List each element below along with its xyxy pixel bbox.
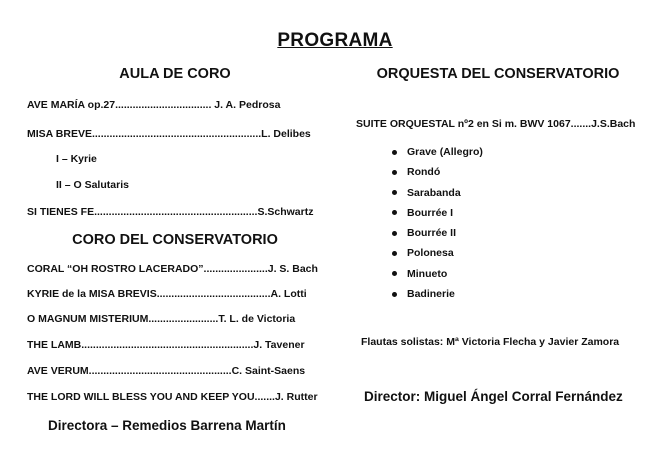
orquesta-heading: ORQUESTA DEL CONSERVATORIO xyxy=(376,66,620,82)
list-item: Grave (Allegro) xyxy=(392,142,483,162)
list-item: Minueto xyxy=(392,264,483,284)
program-item-coral: CORAL “OH ROSTRO LACERADO”......................J. S. Bach xyxy=(27,263,318,275)
director-line: Director: Miguel Ángel Corral Fernández xyxy=(364,389,623,404)
program-item-the-lamb: THE LAMB...........................................................J. Tavener xyxy=(27,339,305,351)
program-item-misa-breve: MISA BREVE..........................................................L. Delibes xyxy=(27,128,311,140)
list-item: Badinerie xyxy=(392,284,483,304)
bullet-icon xyxy=(392,271,397,276)
bullet-icon xyxy=(392,210,397,215)
bullet-icon xyxy=(392,150,397,155)
movement-o-salutaris: II – O Salutaris xyxy=(56,179,129,191)
list-item: Rondó xyxy=(392,162,483,182)
suite-movement-list xyxy=(392,142,483,304)
program-item-suite-orquestal: SUITE ORQUESTAL nº2 en Si m. BWV 1067.......J.S.Bach xyxy=(356,118,636,130)
list-item: Bourrée II xyxy=(392,223,483,243)
bullet-icon xyxy=(392,170,397,175)
list-item: Polonesa xyxy=(392,243,483,263)
list-item: Sarabanda xyxy=(392,183,483,203)
bullet-icon xyxy=(392,190,397,195)
bullet-icon xyxy=(392,251,397,256)
bullet-icon xyxy=(392,292,397,297)
movement-kyrie: I – Kyrie xyxy=(56,153,97,165)
program-item-kyrie-lotti: KYRIE de la MISA BREVIS.......................................A. Lotti xyxy=(27,288,307,300)
bullet-icon xyxy=(392,231,397,236)
aula-de-coro-heading: AULA DE CORO xyxy=(119,66,231,82)
program-item-ave-verum: AVE VERUM.................................................C. Saint-Saens xyxy=(27,365,306,377)
program-item-the-lord: THE LORD WILL BLESS YOU AND KEEP YOU.......J. Rutter xyxy=(27,391,318,403)
program-item-ave-maria: AVE MARÍA op.27................................. J. A. Pedrosa xyxy=(27,99,281,111)
program-item-si-tienes-fe: SI TIENES FE........................................................S.Schwartz xyxy=(27,206,314,218)
coro-conservatorio-heading: CORO DEL CONSERVATORIO xyxy=(72,232,278,248)
page-title: PROGRAMA xyxy=(277,30,393,51)
list-item: Bourrée I xyxy=(392,203,483,223)
soloists-line: Flautas solistas: Mª Victoria Flecha y Javier Zamora xyxy=(361,336,620,348)
program-item-o-magnum: O MAGNUM MISTERIUM........................T. L. de Victoria xyxy=(27,313,296,325)
directora-line: Directora – Remedios Barrena Martín xyxy=(48,418,286,433)
